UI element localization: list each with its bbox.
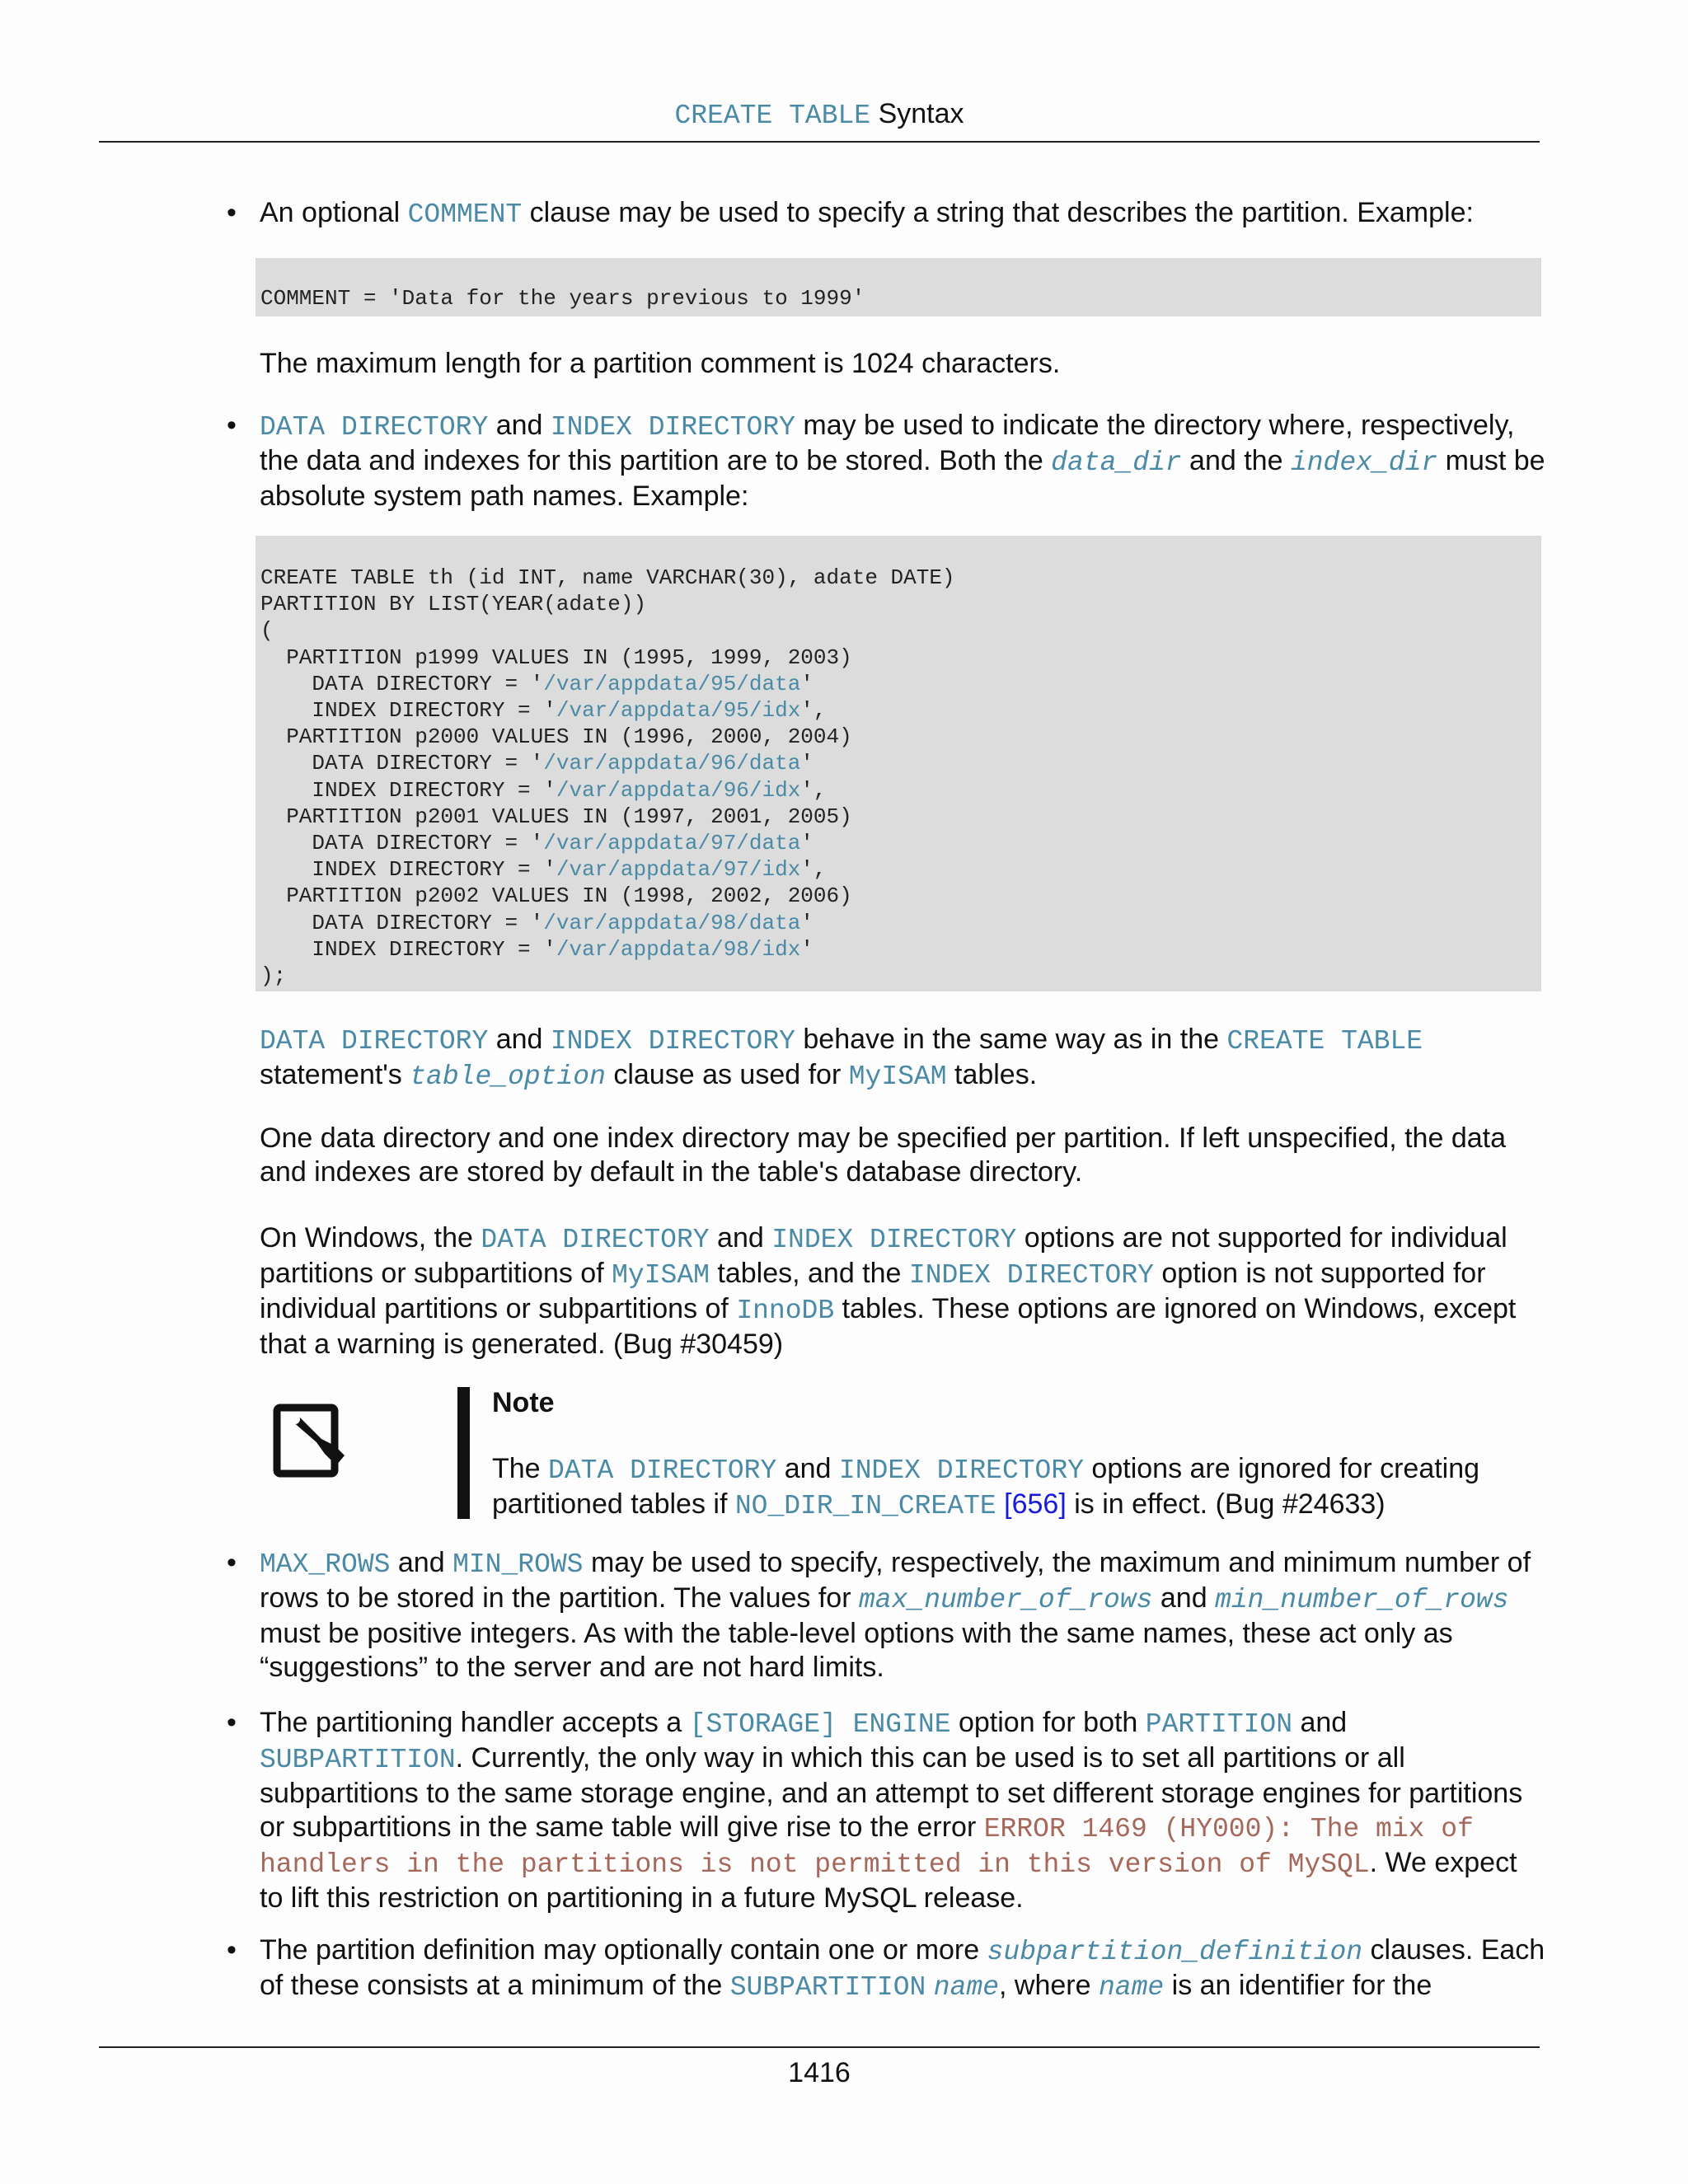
- directory-code-block: CREATE TABLE th (id INT, name VARCHAR(30), adate DATE) PARTITION BY LIST(YEAR(adate)) ( PARTITION p1999 VALUES IN (1995, 1999, 2003) DATA DIRECTORY = '/var/appdata/95/data' INDEX DIRECTORY = '/var/appdata/95/idx', PARTITION p2000 VALUES IN (1996, 2000, 2004) DATA DIRECTORY = '/var/appdata/96/data' INDEX DIRECTORY = '/var/appdata/96/idx', PARTITION p2001 VALUES IN (1997, 2001, 2005) DATA DIRECTORY = '/var/appdata/97/data' INDEX DIRECTORY = '/var/appdata/97/idx', PARTITION p2002 VALUES IN (1998, 2002, 2006) DATA DIRECTORY = '/var/appdata/98/data' INDEX DIRECTORY = '/var/appdata/98/idx' );: [256, 536, 1541, 991]
- code-comment: COMMENT: [407, 199, 523, 230]
- bullet: •: [227, 410, 237, 441]
- note-bar: [457, 1387, 470, 1519]
- bullet: •: [227, 197, 237, 228]
- bullet: •: [227, 1934, 237, 1966]
- header-text: Syntax: [878, 98, 964, 129]
- page-number: 1416: [788, 2057, 851, 2088]
- windows-paragraph: On Windows, the DATA DIRECTORY and INDEX DIRECTORY options are not supported for individual partitions or subpartitions of MyISAM tables, and the INDEX DIRECTORY option is not supported for individual partitions or subpartitions of InnoDB tables. These options are ignored on Windows, except that a warning is generated. (Bug #30459): [260, 1222, 1517, 1360]
- comment-code-block: COMMENT = 'Data for the years previous to 1999': [256, 258, 1541, 316]
- note-icon: [270, 1401, 349, 1480]
- per-partition-paragraph: One data directory and one index directory may be specified per partition. If left unspecified, the data and indexes are stored by default in the table's database directory.: [260, 1122, 1506, 1188]
- comment-paragraph: An optional COMMENT clause may be used to specify a string that describes the partition. Example:: [260, 197, 1474, 230]
- rows-paragraph: MAX_ROWS and MIN_ROWS may be used to specify, respectively, the maximum and minimum number of rows to be stored in the partition. The values for max_number_of_rows and min_number_of_rows must be positive integers. As with the table-level options with the same names, these act only as “suggestions” to the server and are not hard limits.: [260, 1547, 1531, 1683]
- note-body: The DATA DIRECTORY and INDEX DIRECTORY options are ignored for creating partitioned tables if NO_DIR_IN_CREATE [656] is in effect. (Bug #24633): [492, 1453, 1480, 1521]
- error-message: ERROR 1469 (HY000): The mix of handlers in the partitions is not permitted in this version of MySQL: [260, 1814, 1474, 1880]
- behave-paragraph: DATA DIRECTORY and INDEX DIRECTORY behave in the same way as in the CREATE TABLE statement's table_option clause as used for MyISAM tables.: [260, 1024, 1423, 1092]
- note-title: Note: [492, 1387, 555, 1418]
- engine-paragraph: The partitioning handler accepts a [STORAGE] ENGINE option for both PARTITION and SUBPARTITION. Currently, the only way in which this can be used is to set all partitions or all subpartitions to the same storage engine, and an attempt to set different storage engines for partitions or subpartitions in the same table will give rise to the error ERROR 1469 (HY000): The mix of handlers in the partitions is not permitted in this version of MySQL. We expect to lift this restriction on partitioning in a future MySQL release.: [260, 1707, 1523, 1914]
- page-header: [99, 97, 1540, 143]
- comment-length-paragraph: The maximum length for a partition comment is 1024 characters.: [260, 348, 1061, 379]
- bullet: •: [227, 1707, 237, 1738]
- page-footer: [99, 2046, 1540, 2089]
- bullet: •: [227, 1547, 237, 1578]
- subpartition-paragraph: The partition definition may optionally contain one or more subpartition_definition clauses. Each of these consists at a minimum of the SUBPARTITION name, where name is an identifier for the: [260, 1934, 1545, 2003]
- option-link[interactable]: [656]: [1004, 1488, 1067, 1520]
- header-code: CREATE TABLE: [674, 101, 871, 131]
- directory-paragraph: DATA DIRECTORY and INDEX DIRECTORY may be used to indicate the directory where, respectively, the data and indexes for this partition are to be stored. Both the data_dir and the index_dir must be absolute system path names. Example:: [260, 410, 1545, 512]
